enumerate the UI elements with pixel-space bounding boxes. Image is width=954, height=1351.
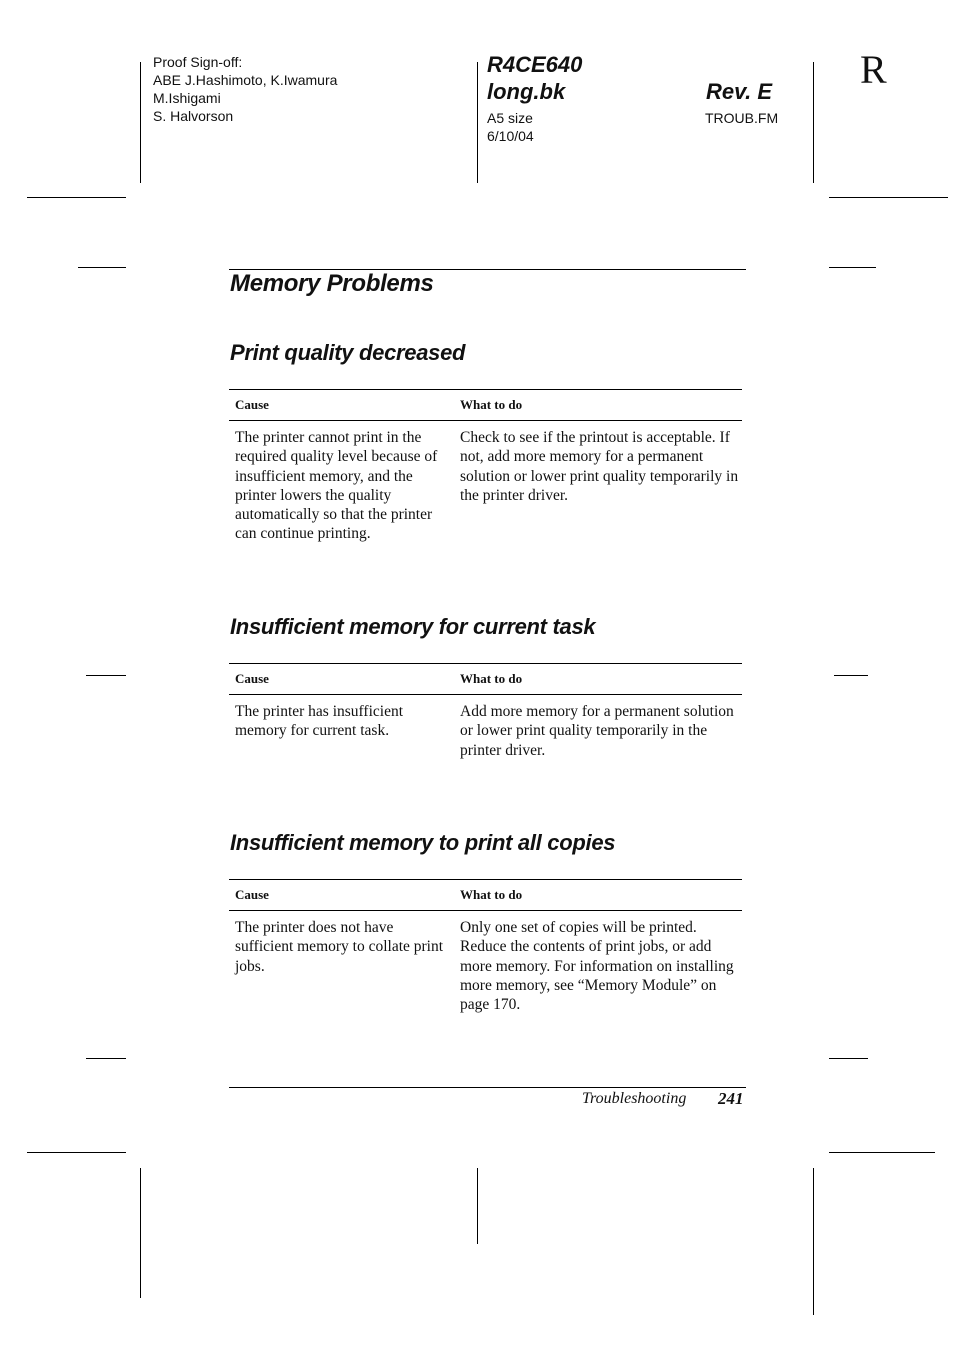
crop-mark (829, 1058, 868, 1059)
crop-mark (86, 675, 126, 676)
page-size: A5 size (487, 110, 533, 126)
crop-mark (829, 197, 948, 198)
footer-rule (229, 1087, 746, 1088)
book-code (487, 51, 582, 105)
cause-cell: The printer has insufficient memory for current task. (235, 703, 404, 740)
crop-mark (477, 1168, 478, 1244)
table-row (229, 695, 742, 760)
subsection-title: Insufficient memory for current task (230, 614, 596, 639)
revision: Rev. E (706, 79, 773, 104)
crop-mark (829, 1152, 935, 1153)
proof-line: S. Halvorson (153, 108, 234, 124)
file-name: TROUB.FM (705, 110, 779, 126)
crop-mark (27, 197, 126, 198)
subsection-title: Insufficient memory to print all copies (230, 830, 616, 855)
troubleshooting-table (229, 389, 742, 544)
action-cell: Only one set of copies will be printed. Reduce the contents of print jobs, or add more memory. For information on installing more memory, see “Memory Module” on page 170. (460, 919, 734, 1014)
proof-date: 6/10/04 (487, 128, 534, 144)
crop-mark (813, 1168, 814, 1315)
crop-mark (829, 267, 876, 268)
corner-mark: R (860, 47, 887, 92)
subsection-title: Print quality decreased (230, 340, 466, 365)
troubleshooting-table (229, 879, 742, 1014)
action-cell: Add more memory for a permanent solution or lower print quality temporarily in the printer driver. (460, 703, 734, 759)
section-title: Memory Problems (230, 270, 434, 297)
crop-mark (140, 62, 141, 183)
table-row (229, 911, 742, 1014)
cause-cell: The printer cannot print in the required quality level because of insufficient memory, and the printer lowers the quality automatically so that the printer can continue printing. (235, 429, 438, 543)
proof-signoff (153, 53, 337, 125)
column-header-what-to-do: What to do (460, 887, 523, 902)
column-header-cause: Cause (235, 887, 269, 902)
crop-mark (834, 675, 868, 676)
cause-cell: The printer does not have sufficient memory to collate print jobs. (235, 919, 444, 975)
proof-line: ABE J.Hashimoto, K.Iwamura (153, 72, 338, 88)
page-meta (487, 109, 534, 145)
column-header-cause: Cause (235, 397, 269, 412)
crop-mark (86, 1058, 126, 1059)
page-number: 241 (718, 1089, 744, 1108)
footer-section-name: Troubleshooting (582, 1090, 687, 1107)
crop-mark (477, 62, 478, 183)
book-file-text: long.bk (487, 79, 566, 104)
proof-line: Proof Sign-off: (153, 54, 243, 70)
proof-line: M.Ishigami (153, 90, 221, 106)
table-header-row (229, 880, 742, 911)
crop-mark (813, 62, 814, 183)
crop-mark (27, 1152, 126, 1153)
table-header-row (229, 664, 742, 695)
action-cell: Check to see if the printout is acceptable. If not, add more memory for a permanent solution or lower print quality temporarily in the printer driver. (460, 429, 739, 504)
column-header-cause: Cause (235, 671, 269, 686)
troubleshooting-table (229, 663, 742, 760)
table-header-row (229, 390, 742, 421)
column-header-what-to-do: What to do (460, 671, 523, 686)
crop-mark (78, 267, 126, 268)
column-header-what-to-do: What to do (460, 397, 523, 412)
crop-mark (140, 1168, 141, 1298)
book-code-text: R4CE640 (487, 52, 583, 77)
table-row (229, 421, 742, 544)
